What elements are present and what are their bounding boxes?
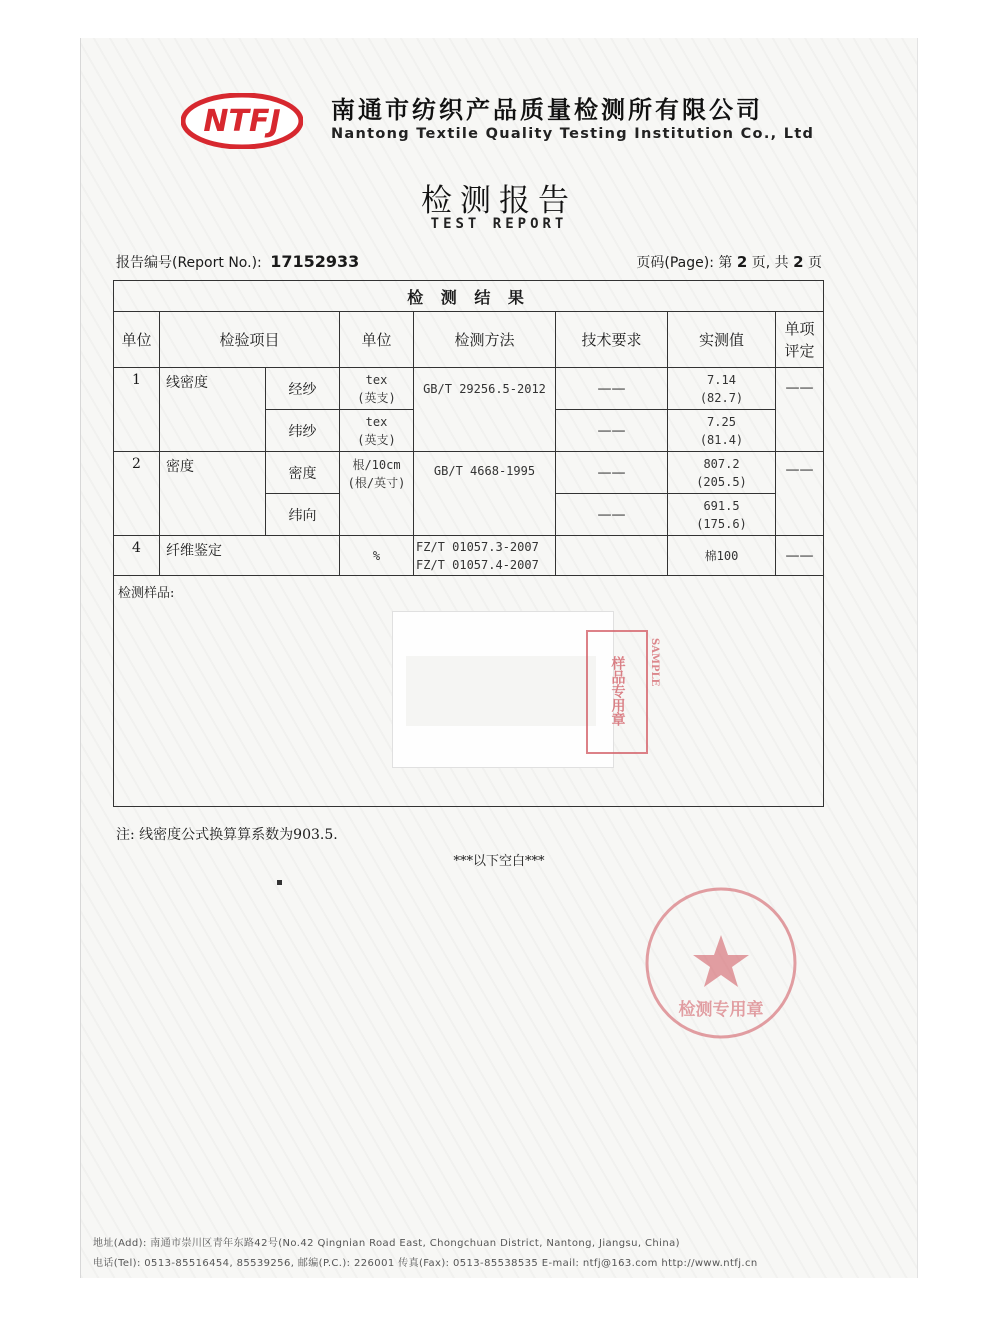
row-sub: 经纱 [266,368,340,410]
page-text-3: 页 [808,255,822,271]
blank-below-marker: ***以下空白*** [453,854,545,869]
row-rating: —— [776,452,824,536]
samples-cell [114,576,824,807]
row-value-1: 807.2 [703,456,740,471]
row-requirement [556,536,668,576]
row-method-1: FZ/T 01057.3-2007 [416,539,539,554]
row-no: 1 [114,368,160,452]
row-sub: 密度 [266,452,340,494]
row-value-2: (82.7) [699,390,744,405]
row-method [414,536,556,576]
row-no: 2 [114,452,160,536]
page-text-2: 页, 共 [751,255,789,271]
table-row [114,452,824,494]
row-rating: —— [776,368,824,452]
table-header-row [114,312,824,368]
header-no: 单位 [114,312,160,368]
row-requirement: —— [556,494,668,536]
header-measured: 实测值 [668,312,776,368]
row-sub: 纬向 [266,494,340,536]
table-row [114,536,824,576]
table-caption: 检 测 结 果 [114,281,824,312]
page-label: 页码(Page): [636,255,714,271]
report-title-en: TEST REPORT [430,216,568,232]
row-item: 密度 [160,452,266,536]
results-table-wrap [113,280,823,807]
row-unit-1: tex [365,372,388,387]
row-value [668,452,776,494]
round-stamp-bottom-text: 检测专用章 [678,1000,764,1020]
page-text-1: 第 [718,255,733,271]
row-item: 线密度 [160,368,266,452]
row-no: 4 [114,536,160,576]
ink-dot [277,880,282,885]
header-unit: 单位 [340,312,414,368]
row-method: GB/T 29256.5-2012 [414,368,556,452]
header-item: 检验项目 [160,312,340,368]
logo-text: NTFJ [203,104,281,139]
row-unit-2: (英支) [357,390,396,405]
report-number [116,252,359,272]
header-requirement: 技术要求 [556,312,668,368]
report-sheet [80,38,918,1278]
header-rating [776,312,824,368]
row-method-2: FZ/T 01057.4-2007 [416,557,539,572]
row-value: 棉100 [668,536,776,576]
samples-label: 检测样品: [118,586,175,601]
row-unit [340,452,414,536]
page-indicator [636,252,822,272]
row-value [668,494,776,536]
header-method: 检测方法 [414,312,556,368]
company-name-cn: 南通市纺织产品质量检测所有限公司 [331,96,763,124]
row-method: GB/T 4668-1995 [414,452,556,536]
row-value-2: (175.6) [696,516,747,531]
footer-address: 地址(Add): 南通市崇川区青年东路42号(No.42 Qingnian Road East, Chongchuan District, Nantong, Jiangsu, China) [93,1238,680,1249]
header-rating-2: 评定 [784,341,815,360]
row-unit-2: (根/英寸) [347,476,406,490]
row-sub: 纬纱 [266,410,340,452]
sample-stamp-en: SAMPLE [649,638,660,687]
sample-stamp [586,630,648,754]
round-official-stamp [641,883,801,1047]
header-rating-1: 单项 [784,319,815,338]
ntfj-logo [181,93,303,153]
company-name-en: Nantong Textile Quality Testing Institution Co., Ltd [331,126,815,142]
row-unit-1: 根/10cm [352,458,401,472]
row-requirement: —— [556,410,668,452]
results-table [113,280,824,807]
row-value [668,368,776,410]
row-unit-2: (英支) [357,432,396,447]
page-total: 2 [793,253,804,271]
row-unit-1: tex [365,414,388,429]
row-rating: —— [776,536,824,576]
fabric-sample-fold [406,656,596,726]
row-item: 纤维鉴定 [160,536,340,576]
row-requirement: —— [556,452,668,494]
conversion-note: 注: 线密度公式换算算系数为903.5. [116,827,338,843]
report-number-value: 17152933 [270,252,360,271]
row-value-1: 691.5 [703,498,740,513]
row-value-1: 7.14 [707,372,736,387]
row-value [668,410,776,452]
row-value-2: (81.4) [699,432,744,447]
sample-stamp-text: 样品专用章 [609,655,626,726]
row-unit: % [340,536,414,576]
report-number-label: 报告编号(Report No.): [116,255,262,271]
footer-contact: 电话(Tel): 0513-85516454, 85539256, 邮编(P.C.): 226001 传真(Fax): 0513-85538535 E-mail: ntfj@163.com http://www.ntfj.cn [93,1258,758,1269]
row-unit [340,368,414,410]
page-current: 2 [736,253,748,271]
row-value-1: 7.25 [707,414,736,429]
report-title-cn: 检测报告 [421,183,577,219]
row-unit [340,410,414,452]
row-requirement: —— [556,368,668,410]
table-row [114,368,824,410]
row-value-2: (205.5) [696,474,747,489]
